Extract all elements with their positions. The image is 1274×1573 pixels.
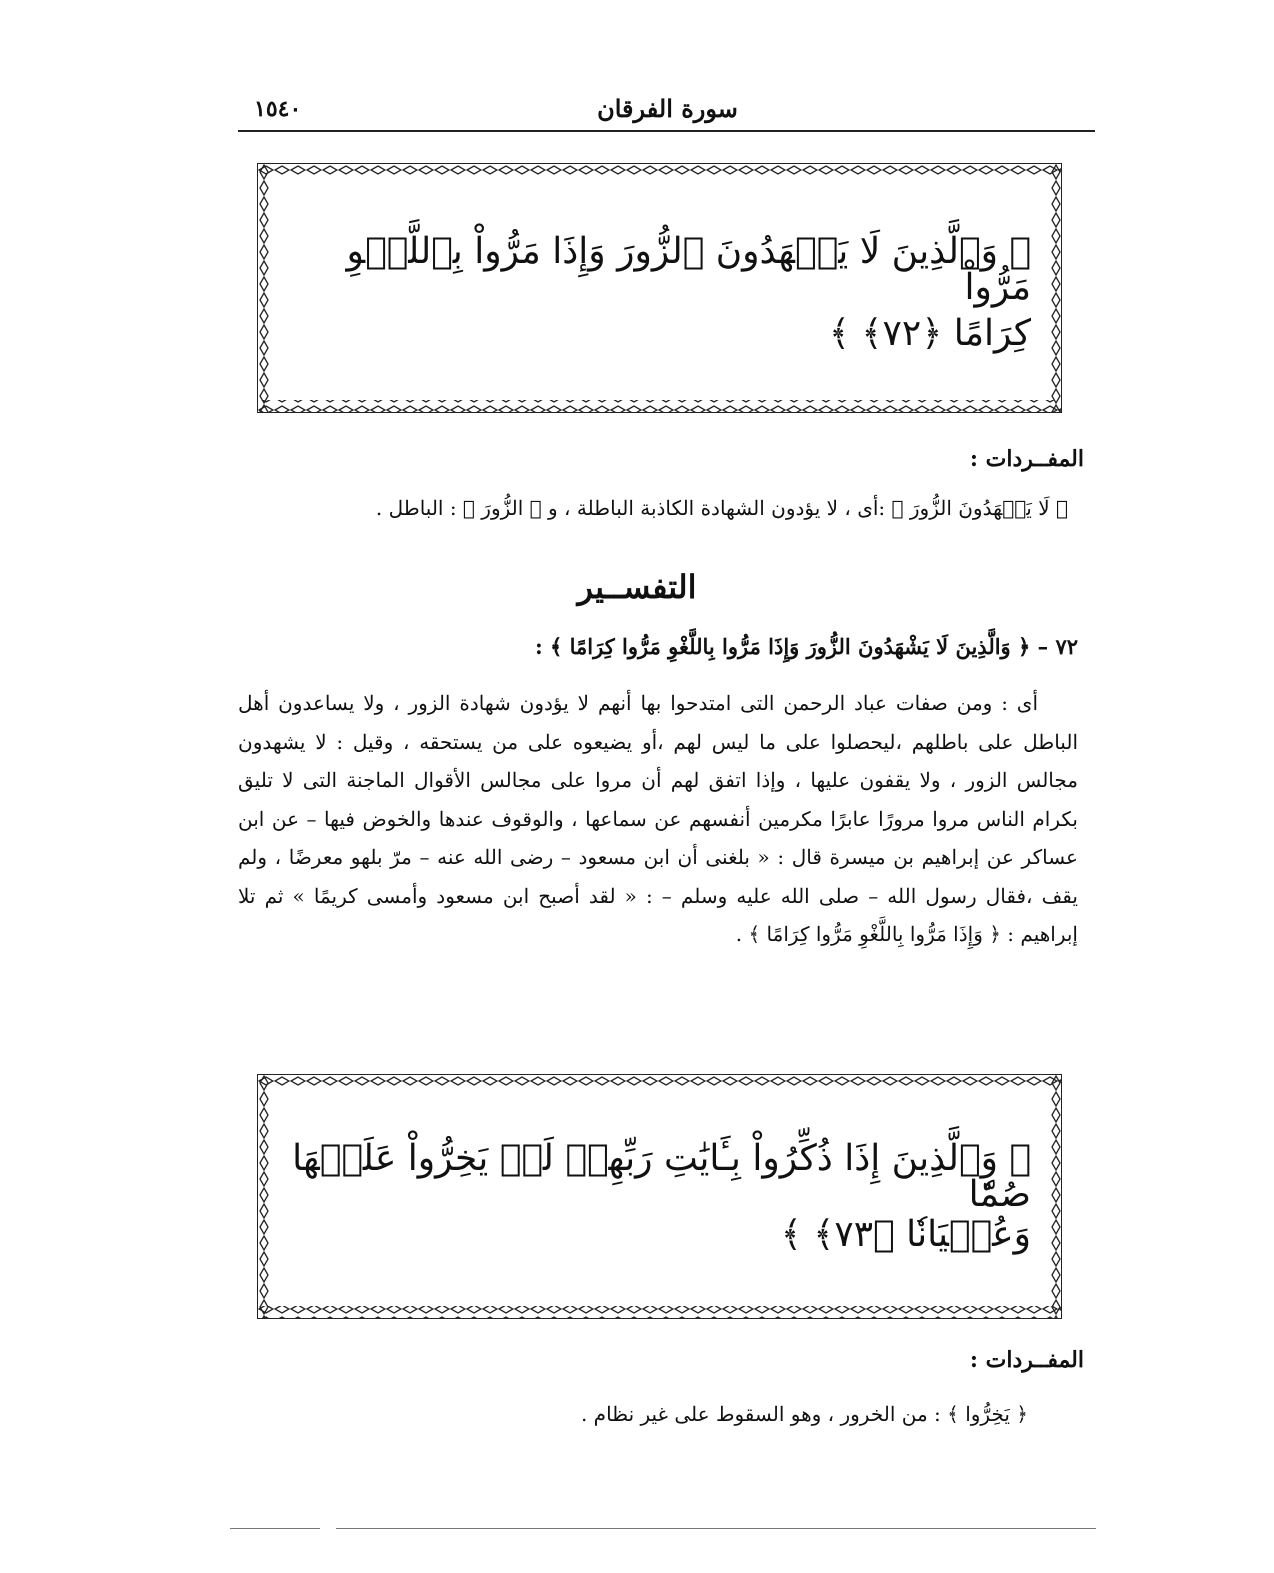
verse-72-line-2: كِرَامًا ﴿٧٢﴾ ﴾ — [828, 313, 1031, 354]
footer-rule — [336, 1528, 1096, 1529]
header-divider — [238, 130, 1095, 132]
surah-title: سورة الفرقان — [597, 94, 738, 123]
vocab-label: المفــردات : — [969, 446, 1084, 472]
verse-73-line-2: وَعُمۡيَانٗا ﴿٧٣﴾ ﴾ — [780, 1214, 1031, 1255]
tafsir-paragraph: أى : ومن صفات عباد الرحمن التى امتدحوا بها أنهم لا يؤدون شهادة الزور ، ولا يساعدون أهل الباطل على باطلهم ،ليحصلوا على ما ليس لهم ،أو يضيعوه على من يستحقه ، وقيل : لا يشهدون مجالس الزور ، ولا يقفون عليها ، وإذا اتفق لهم أن مروا على مجالس الأقوال الماجنة التى لا تليق بكرام الناس مروا مرورًا عابرًا مكرمين أنفسهم عن سماعها ، والوقوف عندها والخوض فيها – عن ابن عساكر عن إبراهيم بن ميسرة قال : « بلغنى أن ابن مسعود – رضى الله عنه – مرّ بلهو معرضًا ، ولم يقف ،فقال رسول الله – صلى الله عليه وسلم – : « لقد أصبح ابن مسعود وأمسى كريمًا » ثم تلا إبراهيم : ﴿ وَإِذَا مَرُّوا بِاللَّغْوِ مَرُّوا كِرَامًا ﴾ . — [238, 691, 1078, 946]
footer-rule-left — [230, 1528, 320, 1529]
tafsir-heading: التفســير — [577, 568, 697, 606]
page-header — [240, 88, 1095, 128]
vocab-definition: ﴿ يَخِرُّوا ﴾ : من الخرور ، وهو السقوط على غير نظام . — [580, 1402, 1028, 1426]
vocab-definition: ﴿ لَا يَشۡهَدُونَ الزُّورَ ﴾ :أى ، لا يؤدون الشهادة الكاذبة الباطلة ، و ﴿ الزُّورَ ﴾ : الباطل . — [375, 496, 1068, 520]
vocab-label: المفــردات : — [969, 1347, 1084, 1373]
page-number: ١٥٤٠ — [254, 96, 302, 122]
verse-72-frame — [257, 163, 1062, 413]
tafsir-verse-line: ٧٢ – ﴿ وَالَّذِينَ لَا يَشْهَدُونَ الزُّورَ وَإِذَا مَرُّوا بِاللَّغْوِ مَرُّوا كِرَامًا ﴾ : — [534, 634, 1078, 659]
verse-73-frame — [257, 1074, 1062, 1319]
verse-73-line-1: ﴿ وَٱلَّذِينَ إِذَا ذُكِّرُواْ بِـَٔايَٰتِ رَبِّهِمۡ لَمۡ يَخِرُّواْ عَلَيۡهَا صُمّٗا — [292, 1138, 1031, 1215]
verse-72-line-1: ﴿ وَٱلَّذِينَ لَا يَشۡهَدُونَ ٱلزُّورَ وَإِذَا مَرُّواْ بِٱللَّغۡوِ مَرُّواْ — [346, 231, 1031, 308]
